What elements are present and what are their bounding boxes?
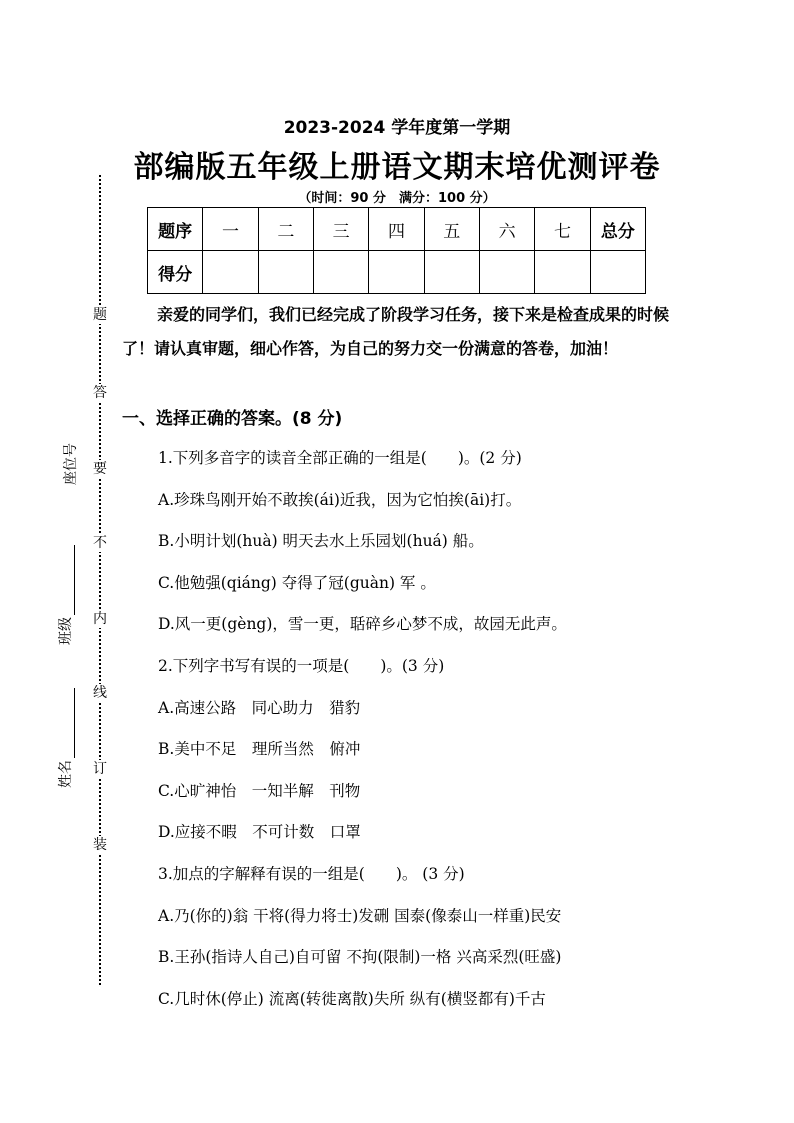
score-table-cell: 得分 [148, 251, 203, 294]
question-line: 1.下列多音字的读音全部正确的一组是( )。(2 分) [158, 449, 522, 467]
score-input-cell[interactable] [369, 251, 424, 294]
question-line: 3.加点的字解释有误的一组是( )。 (3 分) [158, 865, 465, 883]
question-option: C.他勉强(qiáng) 夺得了冠(guàn) 军 。 [158, 574, 436, 592]
binding-char: 装 [90, 836, 110, 854]
question-option: C.心旷神怡 一知半解 刊物 [158, 782, 361, 800]
class-label: 班级 [58, 617, 74, 645]
score-table-cell: 四 [369, 208, 424, 251]
exam-title: 部编版五年级上册语文期末培优测评卷 [133, 150, 661, 185]
score-table-header-row [148, 208, 646, 251]
binding-char: 线 [90, 684, 110, 702]
binding-char: 题 [90, 306, 110, 324]
score-input-cell[interactable] [479, 251, 534, 294]
binding-char: 答 [90, 384, 110, 402]
binding-char: 不 [90, 534, 110, 552]
question-option: A.珍珠鸟刚开始不敢挨(ái)近我，因为它怕挨(āi)打。 [158, 491, 522, 509]
intro-paragraph: 亲爱的同学们，我们已经完成了阶段学习任务，接下来是检查成果的时候了！请认真审题，细心作答，为自己的努力交一份满意的答卷，加油！ [122, 305, 670, 358]
score-table-score-row [148, 251, 646, 294]
score-table-cell: 六 [479, 208, 534, 251]
score-input-cell[interactable] [258, 251, 313, 294]
name-field[interactable] [55, 648, 75, 788]
exam-meta: （时间：90 分 满分：100 分） [298, 191, 496, 206]
question-option: A.乃(你的)翁 干将(得力将士)发硎 国泰(像泰山一样重)民安 [158, 907, 562, 925]
question-option: D.应接不暇 不可计数 口罩 [158, 823, 361, 841]
score-table-cell: 三 [313, 208, 368, 251]
question-option: B.小明计划(huà) 明天去水上乐园划(huá) 船。 [158, 532, 484, 550]
question-option: A.高速公路 同心助力 猎豹 [158, 699, 361, 717]
binding-dotted-line [99, 175, 101, 985]
question-option: D.风一更(gèng)，雪一更，聒碎乡心梦不成，故园无此声。 [158, 615, 567, 633]
seat-number-label: 座位号 [63, 443, 79, 485]
question-option: B.美中不足 理所当然 俯冲 [158, 740, 361, 758]
name-label: 姓名 [58, 760, 74, 788]
score-table-cell: 七 [535, 208, 590, 251]
question-option: C.几时休(停止) 流离(转徙离散)失所 纵有(横竖都有)千古 [158, 990, 546, 1008]
question-option: B.王孙(指诗人自己)自可留 不拘(限制)一格 兴高采烈(旺盛) [158, 948, 562, 966]
binding-char: 订 [90, 760, 110, 778]
score-input-cell[interactable] [535, 251, 590, 294]
class-field[interactable] [55, 505, 75, 645]
score-input-cell[interactable] [313, 251, 368, 294]
class-blank[interactable] [60, 545, 75, 615]
question-line: 2.下列字书写有误的一项是( )。(3 分) [158, 657, 445, 675]
exam-year: 2023-2024 学年度第一学期 [283, 118, 511, 138]
seat-number-field [60, 405, 80, 485]
score-table-cell: 二 [258, 208, 313, 251]
score-table-cell: 一 [203, 208, 258, 251]
name-blank[interactable] [60, 688, 75, 758]
binding-char: 内 [90, 610, 110, 628]
score-table-cell: 题序 [148, 208, 203, 251]
score-input-cell[interactable] [424, 251, 479, 294]
score-input-cell[interactable] [590, 251, 645, 294]
binding-char: 要 [90, 460, 110, 478]
section-title: 一、选择正确的答案。(8 分) [122, 409, 343, 429]
score-input-cell[interactable] [203, 251, 258, 294]
score-table-cell: 五 [424, 208, 479, 251]
score-table [147, 207, 646, 294]
score-table-cell: 总分 [590, 208, 645, 251]
